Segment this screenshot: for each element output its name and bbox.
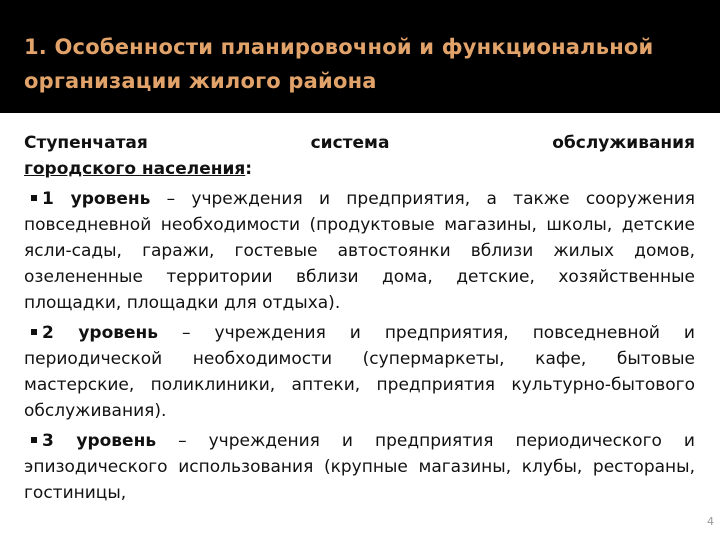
level-1-text: – учреждения и предприятия, а также сооружения повседневной необходимости (продуктовые магазины, школы, детские ясли-сады, гаражи, гостевые автостоянки вблизи жилых домов, озелененные территории вблизи дома, детские, хозяйственные площадки, площадки для отдыха). (24, 189, 695, 313)
level-2-item (24, 320, 695, 424)
slide-title: 1. Особенности планировочной и функциональной организации жилого района (24, 35, 654, 93)
lead-heading-line2 (24, 156, 695, 182)
slide-body (24, 130, 695, 506)
level-3-item (24, 428, 695, 506)
level-1-label: 1 уровень (42, 189, 151, 209)
lead-heading-line1 (24, 130, 695, 156)
level-2-label: 2 уровень (42, 323, 159, 343)
square-bullet-icon (31, 329, 37, 335)
square-bullet-icon (31, 195, 37, 201)
lead-heading-underlined: городского населения (24, 159, 246, 179)
level-3-label: 3 уровень (42, 431, 157, 451)
lead-heading-colon: : (245, 159, 253, 179)
square-bullet-icon (31, 437, 37, 443)
level-1-item (24, 186, 695, 316)
page-number: 4 (707, 515, 714, 528)
slide-header (0, 0, 720, 113)
level-2-text: – учреждения и предприятия, повседневной и периодической необходимости (супермаркеты, кафе, бытовые мастерские, поликлиники, аптеки, предприятия культурно-бытового обслуживания). (24, 323, 695, 421)
lead-heading-text: Ступенчатая система обслуживания (24, 133, 695, 153)
level-3-text: – учреждения и предприятия периодического и эпизодического использования (крупные магазины, клубы, рестораны, гостиницы, (24, 431, 695, 503)
